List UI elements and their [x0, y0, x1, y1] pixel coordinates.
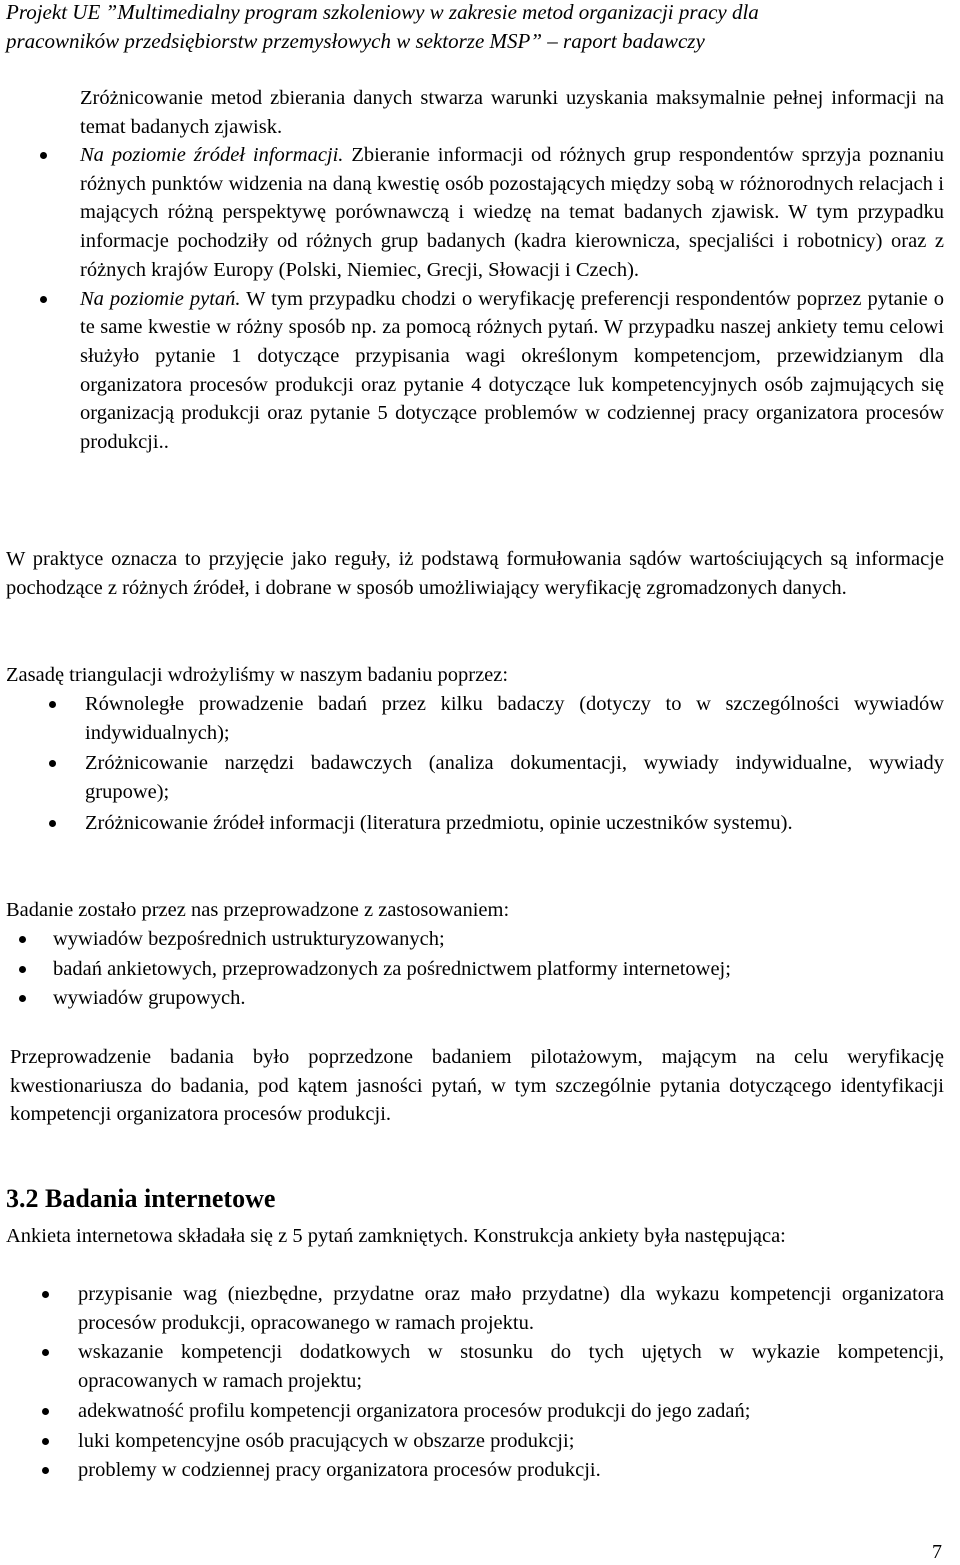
list-item-text: problemy w codziennej pracy organizatora procesów produkcji. [78, 1459, 601, 1482]
list-item [80, 141, 944, 285]
list-item-text: przypisanie wag (niezbędne, przydatne oraz mało przydatne) dla wykazu kompetencji organizatora procesów produkcji, opracowanego w ramach projektu. [78, 1283, 944, 1334]
header-line-2: pracowników przedsiębiorstw przemysłowych w sektorze MSP” – raport badawczy [6, 29, 705, 53]
methods-intro: Badanie zostało przez nas przeprowadzone z zastosowaniem: [6, 899, 510, 921]
list-item-text: Zróżnicowanie źródeł informacji (literatura przedmiotu, opinie uczestników systemu). [85, 811, 793, 834]
bullet-icon [42, 1349, 49, 1356]
header-line-1: Projekt UE ”Multimedialny program szkoleniowy w zakresie metod organizacji pracy dla [6, 0, 759, 24]
bullet-icon [42, 1408, 49, 1415]
list-item-text: Równoległe prowadzenie badań przez kilku badaczy (dotyczy to w szczególności wywiadów indywidualnych); [85, 693, 944, 744]
bullet-icon [49, 760, 56, 767]
list-item [85, 809, 944, 838]
list-item [78, 1456, 944, 1485]
intro-paragraph: Zróżnicowanie metod zbierania danych stwarza warunki uzyskania maksymalnie pełnej informacji na temat badanych zjawisk. [80, 87, 944, 138]
bullet-icon [49, 701, 56, 708]
bullet-icon [19, 995, 26, 1002]
page-header [6, 0, 950, 56]
bullet-icon [42, 1438, 49, 1445]
page-number: 7 [932, 1541, 942, 1563]
list-item [53, 925, 944, 954]
data-sources-list [80, 141, 944, 457]
list-item-text: adekwatność profilu kompetencji organizatora procesów produkcji do jego zadań; [78, 1399, 751, 1422]
list-item [80, 285, 944, 457]
section-intro: Ankieta internetowa składała się z 5 pytań zamkniętych. Konstrukcja ankiety była następująca: [6, 1225, 786, 1247]
list-item [53, 984, 944, 1013]
methods-list [53, 925, 944, 1013]
list-item-text: wywiadów bezpośrednich ustrukturyzowanych; [53, 928, 445, 950]
list-item-text: W tym przypadku chodzi o weryfikację preferencji respondentów poprzez pytanie o te same kwestie w różny sposób np. za pomocą różnych pytań. W przypadku naszej ankiety temu celowi służyło pytanie 1 dotyczące przypisania wagi określonym kompetencjom, przewidzianym dla organizatora procesów produkcji oraz pytanie 4 dotyczące luk kompetencyjnych osób zajmujących się organizacją produkcji oraz pytanie 5 dotyczące problemów w codziennej pracy organizatora procesów produkcji.. [80, 287, 944, 454]
list-item [85, 690, 944, 747]
list-item [78, 1280, 944, 1337]
practice-paragraph: W praktyce oznacza to przyjęcie jako reguły, iż podstawą formułowania sądów wartościujących są informacje pochodzące z różnych źródeł, i dobrane w sposób umożliwiający weryfikację zgromadzonych danych. [6, 548, 944, 599]
list-item-text: Zróżnicowanie narzędzi badawczych (analiza dokumentacji, wywiady indywidualne, wywiady grupowe); [85, 752, 944, 804]
list-item [53, 955, 944, 984]
bullet-icon [49, 820, 56, 827]
list-item [78, 1427, 944, 1456]
triangulation-list [85, 690, 944, 838]
pilot-paragraph: Przeprowadzenie badania było poprzedzone badaniem pilotażowym, mającym na celu weryfikację kwestionariusza do badania, pod kątem jasności pytań, w tym szczególnie pytania dotyczącego identyfikacji kompetencji organizatora procesów produkcji. [10, 1046, 944, 1126]
bullet-icon [19, 936, 26, 943]
bullet-icon [40, 152, 47, 159]
triangulation-intro: Zasadę triangulacji wdrożyliśmy w naszym badaniu poprzez: [6, 664, 509, 686]
bullet-icon [42, 1291, 49, 1298]
list-item-text: wywiadów grupowych. [53, 987, 246, 1010]
list-item-text: wskazanie kompetencji dodatkowych w stosunku do tych ujętych w wykazie kompetencji, opracowanych w ramach projektu; [78, 1341, 944, 1393]
list-item-text: badań ankietowych, przeprowadzonych za pośrednictwem platformy internetowej; [53, 957, 731, 980]
list-item [85, 749, 944, 806]
list-item-label: Na poziomie źródeł informacji. [80, 144, 344, 166]
list-item [78, 1338, 944, 1395]
bullet-icon [40, 296, 47, 303]
bullet-icon [42, 1467, 49, 1474]
survey-structure-list [78, 1280, 944, 1485]
list-item-text: luki kompetencyjne osób pracujących w obszarze produkcji; [78, 1429, 575, 1452]
bullet-icon [19, 966, 26, 973]
list-item [78, 1397, 944, 1426]
section-heading: 3.2 Badania internetowe [6, 1184, 276, 1213]
list-item-label: Na poziomie pytań. [80, 287, 241, 310]
list-item-text: Zbieranie informacji od różnych grup respondentów sprzyja poznaniu różnych punktów widzenia na daną kwestię osób pozostających między sobą w różnorodnych relacjach i mających różną perspektywę porównawczą i wiedzę na temat badanych zjawisk. W tym przypadku informacje pochodziły od różnych grup badanych (kadra kierownicza, specjaliści i robotnicy) oraz z różnych krajów Europy (Polski, Niemiec, Grecji, Słowacji i Czech). [80, 144, 944, 281]
